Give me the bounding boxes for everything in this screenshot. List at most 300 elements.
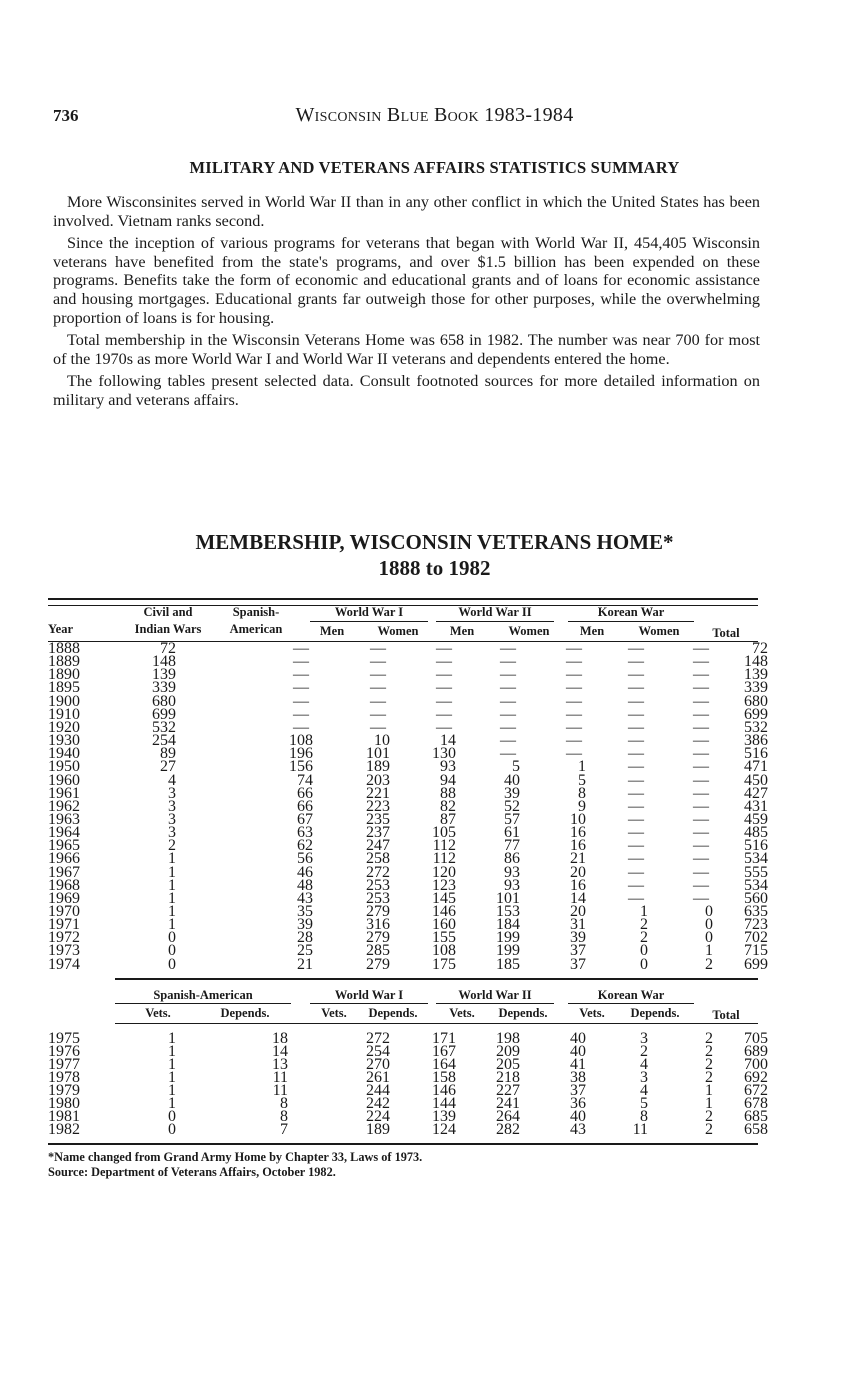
value-cell: 56	[297, 850, 313, 868]
value-cell: —	[693, 732, 709, 750]
value-cell: —	[628, 889, 644, 907]
value-cell: 723	[744, 916, 768, 934]
value-cell: 14	[570, 889, 586, 907]
value-cell: 156	[289, 758, 313, 776]
value-cell: —	[628, 732, 644, 750]
value-cell: —	[628, 666, 644, 684]
value-cell: 145	[432, 889, 456, 907]
header2-ww2-rule	[436, 1003, 554, 1004]
value-cell: —	[370, 679, 386, 697]
table-row	[48, 876, 768, 894]
value-cell: 66	[297, 784, 313, 802]
value-cell: —	[566, 653, 582, 671]
year-cell: 1910	[48, 705, 80, 723]
year-cell: 1888	[48, 640, 80, 657]
year-cell: 1940	[48, 745, 80, 763]
value-cell: 0	[640, 955, 648, 973]
value-cell: 261	[366, 1069, 390, 1086]
value-cell: 39	[570, 929, 586, 947]
value-cell: 279	[366, 955, 390, 973]
value-cell: 21	[297, 955, 313, 973]
value-cell: 148	[744, 653, 768, 671]
value-cell: 1	[705, 1095, 713, 1112]
value-cell: 1	[168, 850, 176, 868]
table-row	[48, 903, 768, 920]
value-cell: —	[500, 692, 516, 710]
value-cell: 171	[432, 1030, 456, 1047]
value-cell: 120	[432, 863, 456, 881]
value-cell: —	[693, 824, 709, 842]
year-cell: 1962	[48, 797, 80, 815]
year-cell: 1920	[48, 718, 80, 736]
year-cell: 1969	[48, 889, 80, 907]
table-row	[48, 1030, 768, 1047]
header-spanish-line1: Spanish-	[232, 605, 280, 619]
value-cell: 40	[570, 1108, 586, 1125]
value-cell: 689	[744, 1043, 768, 1060]
value-cell: —	[370, 692, 386, 710]
value-cell: 21	[570, 850, 586, 868]
value-cell: 516	[744, 745, 768, 763]
header2-spanish: Spanish-American	[153, 988, 253, 1002]
value-cell: 105	[432, 824, 456, 842]
value-cell: 227	[496, 1082, 520, 1099]
value-cell: 253	[366, 889, 390, 907]
value-cell: —	[566, 692, 582, 710]
value-cell: 2	[705, 1108, 713, 1125]
table-row	[48, 1043, 768, 1060]
value-cell: 339	[152, 679, 176, 697]
value-cell: 31	[570, 916, 586, 934]
value-cell: 3	[640, 1030, 648, 1047]
value-cell: 678	[744, 1095, 768, 1112]
value-cell: —	[693, 640, 709, 657]
header-ww1: World War I	[334, 605, 404, 619]
value-cell: 94	[440, 771, 456, 789]
value-cell: 20	[570, 863, 586, 881]
value-cell: 272	[366, 863, 390, 881]
year-cell: 1972	[48, 929, 80, 947]
value-cell: 471	[744, 758, 768, 776]
value-cell: 1	[705, 942, 713, 960]
value-cell: 139	[744, 666, 768, 684]
value-cell: 450	[744, 771, 768, 789]
header-korean-women: Women	[638, 624, 680, 638]
value-cell: —	[500, 640, 516, 657]
value-cell: —	[500, 666, 516, 684]
value-cell: 37	[570, 1082, 586, 1099]
value-cell: 20	[570, 903, 586, 920]
value-cell: 87	[440, 810, 456, 828]
value-cell: 185	[496, 955, 520, 973]
value-cell: 1	[168, 1043, 176, 1060]
value-cell: 77	[504, 837, 520, 855]
year-cell: 1977	[48, 1056, 80, 1073]
value-cell: 130	[432, 745, 456, 763]
year-cell: 1975	[48, 1030, 80, 1047]
value-cell: —	[693, 863, 709, 881]
value-cell: 1	[705, 1082, 713, 1099]
value-cell: —	[500, 718, 516, 736]
header-year: Year	[48, 622, 73, 636]
header-civil-line2: Indian Wars	[134, 622, 202, 636]
value-cell: 203	[366, 771, 390, 789]
value-cell: 10	[374, 732, 390, 750]
header-spanish-line2: American	[229, 622, 283, 636]
year-cell: 1965	[48, 837, 80, 855]
header2-spanish-vets: Vets.	[145, 1006, 171, 1020]
value-cell: —	[693, 692, 709, 710]
value-cell: 285	[366, 942, 390, 960]
value-cell: 3	[168, 824, 176, 842]
value-cell: 244	[366, 1082, 390, 1099]
table-row	[48, 1108, 768, 1125]
header-total: Total	[712, 626, 740, 640]
value-cell: 209	[496, 1043, 520, 1060]
value-cell: 8	[640, 1108, 648, 1125]
value-cell: 48	[297, 876, 313, 894]
value-cell: —	[693, 876, 709, 894]
value-cell: 221	[366, 784, 390, 802]
table-title-line2: 1888 to 1982	[378, 556, 491, 580]
value-cell: 282	[496, 1121, 520, 1138]
table-title-line1: MEMBERSHIP, WISCONSIN VETERANS HOME*	[195, 530, 674, 554]
value-cell: —	[436, 692, 452, 710]
value-cell: 10	[570, 810, 586, 828]
value-cell: —	[693, 889, 709, 907]
value-cell: 18	[272, 1030, 288, 1047]
value-cell: 258	[366, 850, 390, 868]
value-cell: —	[693, 705, 709, 723]
footnote-text: *Name changed from Grand Army Home by Chapter 33, Laws of 1973.	[48, 1150, 423, 1164]
header2-ww2: World War II	[458, 988, 532, 1002]
header2-total: Total	[712, 1008, 740, 1022]
value-cell: 1	[640, 903, 648, 920]
year-cell: 1981	[48, 1108, 80, 1125]
table-row	[48, 1121, 768, 1138]
year-cell: 1973	[48, 942, 80, 960]
value-cell: 0	[168, 1121, 176, 1138]
value-cell: —	[293, 718, 309, 736]
value-cell: —	[436, 679, 452, 697]
value-cell: 52	[504, 797, 520, 815]
paragraph: More Wisconsinites served in World War II than in any other conflict in which the United States has been involved. Vietnam ranks second.	[53, 193, 760, 230]
value-cell: 270	[366, 1056, 390, 1073]
year-cell: 1960	[48, 771, 80, 789]
table-row	[48, 1082, 768, 1099]
value-cell: 1	[168, 889, 176, 907]
year-cell: 1968	[48, 876, 80, 894]
year-cell: 1982	[48, 1121, 80, 1138]
value-cell: 658	[744, 1121, 768, 1138]
value-cell: —	[436, 666, 452, 684]
value-cell: —	[566, 745, 582, 763]
value-cell: —	[693, 784, 709, 802]
value-cell: —	[693, 797, 709, 815]
value-cell: 0	[705, 903, 713, 920]
header-ww1-women: Women	[377, 624, 419, 638]
value-cell: 2	[640, 916, 648, 934]
value-cell: 534	[744, 876, 768, 894]
value-cell: 155	[432, 929, 456, 947]
value-cell: 27	[160, 758, 176, 776]
value-cell: 5	[578, 771, 586, 789]
value-cell: 1	[168, 1082, 176, 1099]
value-cell: —	[500, 732, 516, 750]
value-cell: 62	[297, 837, 313, 855]
value-cell: 9	[578, 797, 586, 815]
value-cell: —	[293, 679, 309, 697]
value-cell: —	[628, 784, 644, 802]
value-cell: 8	[280, 1095, 288, 1112]
value-cell: 14	[272, 1043, 288, 1060]
value-cell: 700	[744, 1056, 768, 1073]
value-cell: 339	[744, 679, 768, 697]
header-korean-rule	[568, 621, 694, 622]
value-cell: 8	[280, 1108, 288, 1125]
value-cell: —	[436, 705, 452, 723]
value-cell: 189	[366, 1121, 390, 1138]
value-cell: —	[628, 653, 644, 671]
value-cell: 40	[504, 771, 520, 789]
value-cell: 0	[705, 929, 713, 947]
table-row	[48, 784, 768, 802]
header-korean-men: Men	[579, 624, 605, 638]
value-cell: 146	[432, 1082, 456, 1099]
value-cell: 3	[640, 1069, 648, 1086]
value-cell: —	[436, 718, 452, 736]
value-cell: 1	[168, 1069, 176, 1086]
paragraph: The following tables present selected data. Consult footnoted sources for more detailed information on military and veterans affairs.	[53, 372, 760, 409]
source-text: Source: Department of Veterans Affairs, October 1982.	[48, 1165, 336, 1179]
value-cell: 66	[297, 797, 313, 815]
value-cell: —	[566, 666, 582, 684]
year-cell: 1890	[48, 666, 80, 684]
value-cell: —	[293, 692, 309, 710]
value-cell: 146	[432, 903, 456, 920]
year-cell: 1963	[48, 810, 80, 828]
value-cell: 705	[744, 1030, 768, 1047]
value-cell: 41	[570, 1056, 586, 1073]
value-cell: 316	[366, 916, 390, 934]
value-cell: —	[566, 705, 582, 723]
header-bottom-rule	[48, 641, 758, 642]
year-cell: 1974	[48, 955, 80, 973]
value-cell: 702	[744, 929, 768, 947]
value-cell: —	[628, 797, 644, 815]
value-cell: 4	[168, 771, 176, 789]
value-cell: 235	[366, 810, 390, 828]
value-cell: 93	[440, 758, 456, 776]
value-cell: —	[566, 732, 582, 750]
value-cell: 2	[168, 837, 176, 855]
value-cell: —	[693, 810, 709, 828]
value-cell: —	[293, 705, 309, 723]
value-cell: 692	[744, 1069, 768, 1086]
year-cell: 1930	[48, 732, 80, 750]
running-head: Wisconsin Blue Book 1983-1984	[295, 104, 574, 126]
value-cell: 38	[570, 1069, 586, 1086]
table-row	[48, 1095, 768, 1112]
value-cell: 144	[432, 1095, 456, 1112]
value-cell: 74	[297, 771, 313, 789]
header2-bottom-rule	[115, 1023, 758, 1024]
header-civil	[118, 604, 218, 638]
value-cell: 2	[705, 1056, 713, 1073]
value-cell: 189	[366, 758, 390, 776]
value-cell: 198	[496, 1030, 520, 1047]
part1-bottom-rule	[115, 978, 758, 980]
header2-ww1: World War I	[334, 988, 404, 1002]
value-cell: 158	[432, 1069, 456, 1086]
value-cell: —	[693, 745, 709, 763]
value-cell: 242	[366, 1095, 390, 1112]
value-cell: 532	[744, 718, 768, 736]
table-row	[48, 771, 768, 789]
value-cell: —	[628, 771, 644, 789]
table-row	[48, 824, 768, 842]
value-cell: —	[628, 824, 644, 842]
value-cell: 1	[168, 1056, 176, 1073]
table-title	[0, 529, 859, 581]
value-cell: 88	[440, 784, 456, 802]
section-title: MILITARY AND VETERANS AFFAIRS STATISTICS SUMMARY	[189, 158, 680, 177]
value-cell: 82	[440, 797, 456, 815]
table-row	[48, 758, 768, 776]
table-row	[48, 745, 768, 763]
year-cell: 1979	[48, 1082, 80, 1099]
value-cell: 0	[168, 955, 176, 973]
paragraph: Total membership in the Wisconsin Veterans Home was 658 in 1982. The number was near 700 for most of the 1970s as more World War I and World War II veterans and dependents entered the home.	[53, 331, 760, 368]
value-cell: 459	[744, 810, 768, 828]
value-cell: 153	[496, 903, 520, 920]
header-ww1-rule	[310, 621, 428, 622]
value-cell: 0	[168, 942, 176, 960]
table-row	[48, 1069, 768, 1086]
value-cell: 427	[744, 784, 768, 802]
value-cell: 43	[297, 889, 313, 907]
value-cell: —	[370, 640, 386, 657]
table-row	[48, 837, 768, 855]
header-spanish	[218, 604, 294, 638]
value-cell: 112	[432, 850, 456, 868]
value-cell: 699	[744, 955, 768, 973]
value-cell: —	[628, 850, 644, 868]
year-cell: 1970	[48, 903, 80, 920]
value-cell: —	[293, 666, 309, 684]
value-cell: 247	[366, 837, 390, 855]
header-ww2-women: Women	[508, 624, 550, 638]
value-cell: 7	[280, 1121, 288, 1138]
value-cell: 196	[289, 745, 313, 763]
table-row	[48, 916, 768, 934]
table-bottom-rule	[48, 1143, 758, 1145]
year-cell: 1964	[48, 824, 80, 842]
value-cell: 11	[272, 1069, 288, 1086]
value-cell: 175	[432, 955, 456, 973]
value-cell: —	[628, 863, 644, 881]
value-cell: —	[693, 850, 709, 868]
value-cell: 1	[168, 863, 176, 881]
header2-ww1-depends: Depends.	[368, 1006, 418, 1020]
value-cell: —	[500, 745, 516, 763]
value-cell: —	[628, 876, 644, 894]
year-cell: 1961	[48, 784, 80, 802]
value-cell: 254	[152, 732, 176, 750]
value-cell: —	[293, 640, 309, 657]
value-cell: —	[693, 679, 709, 697]
value-cell: 532	[152, 718, 176, 736]
value-cell: 199	[496, 929, 520, 947]
value-cell: —	[500, 705, 516, 723]
value-cell: 108	[289, 732, 313, 750]
header-ww2-men: Men	[449, 624, 475, 638]
value-cell: 37	[570, 955, 586, 973]
value-cell: 2	[705, 1121, 713, 1138]
value-cell: 1	[168, 1030, 176, 1047]
table-row	[48, 1056, 768, 1073]
value-cell: 672	[744, 1082, 768, 1099]
value-cell: 2	[705, 1030, 713, 1047]
value-cell: 1	[168, 916, 176, 934]
value-cell: 218	[496, 1069, 520, 1086]
value-cell: 148	[152, 653, 176, 671]
value-cell: 205	[496, 1056, 520, 1073]
header-civil-line1: Civil and	[143, 605, 193, 619]
value-cell: 57	[504, 810, 520, 828]
header2-ww1-vets: Vets.	[321, 1006, 347, 1020]
value-cell: 46	[297, 863, 313, 881]
value-cell: 72	[160, 640, 176, 657]
year-cell: 1895	[48, 679, 80, 697]
value-cell: 1	[168, 876, 176, 894]
footnote	[48, 1150, 422, 1180]
value-cell: 101	[366, 745, 390, 763]
value-cell: 11	[632, 1121, 648, 1138]
value-cell: 223	[366, 797, 390, 815]
year-cell: 1900	[48, 692, 80, 710]
value-cell: —	[500, 679, 516, 697]
value-cell: 3	[168, 797, 176, 815]
value-cell: —	[628, 705, 644, 723]
value-cell: 0	[705, 916, 713, 934]
table-row	[48, 797, 768, 815]
value-cell: —	[628, 679, 644, 697]
value-cell: 67	[297, 810, 313, 828]
value-cell: 272	[366, 1030, 390, 1047]
value-cell: 680	[152, 692, 176, 710]
value-cell: —	[436, 640, 452, 657]
value-cell: 13	[272, 1056, 288, 1073]
value-cell: —	[628, 640, 644, 657]
value-cell: 164	[432, 1056, 456, 1073]
value-cell: 680	[744, 692, 768, 710]
value-cell: 40	[570, 1043, 586, 1060]
value-cell: 386	[744, 732, 768, 750]
value-cell: 28	[297, 929, 313, 947]
value-cell: —	[693, 837, 709, 855]
value-cell: 699	[744, 705, 768, 723]
value-cell: —	[370, 718, 386, 736]
table-row	[48, 889, 768, 907]
value-cell: 36	[570, 1095, 586, 1112]
year-cell: 1980	[48, 1095, 80, 1112]
value-cell: —	[370, 653, 386, 671]
value-cell: 224	[366, 1108, 390, 1125]
value-cell: 123	[432, 876, 456, 894]
value-cell: 253	[366, 876, 390, 894]
value-cell: 39	[504, 784, 520, 802]
